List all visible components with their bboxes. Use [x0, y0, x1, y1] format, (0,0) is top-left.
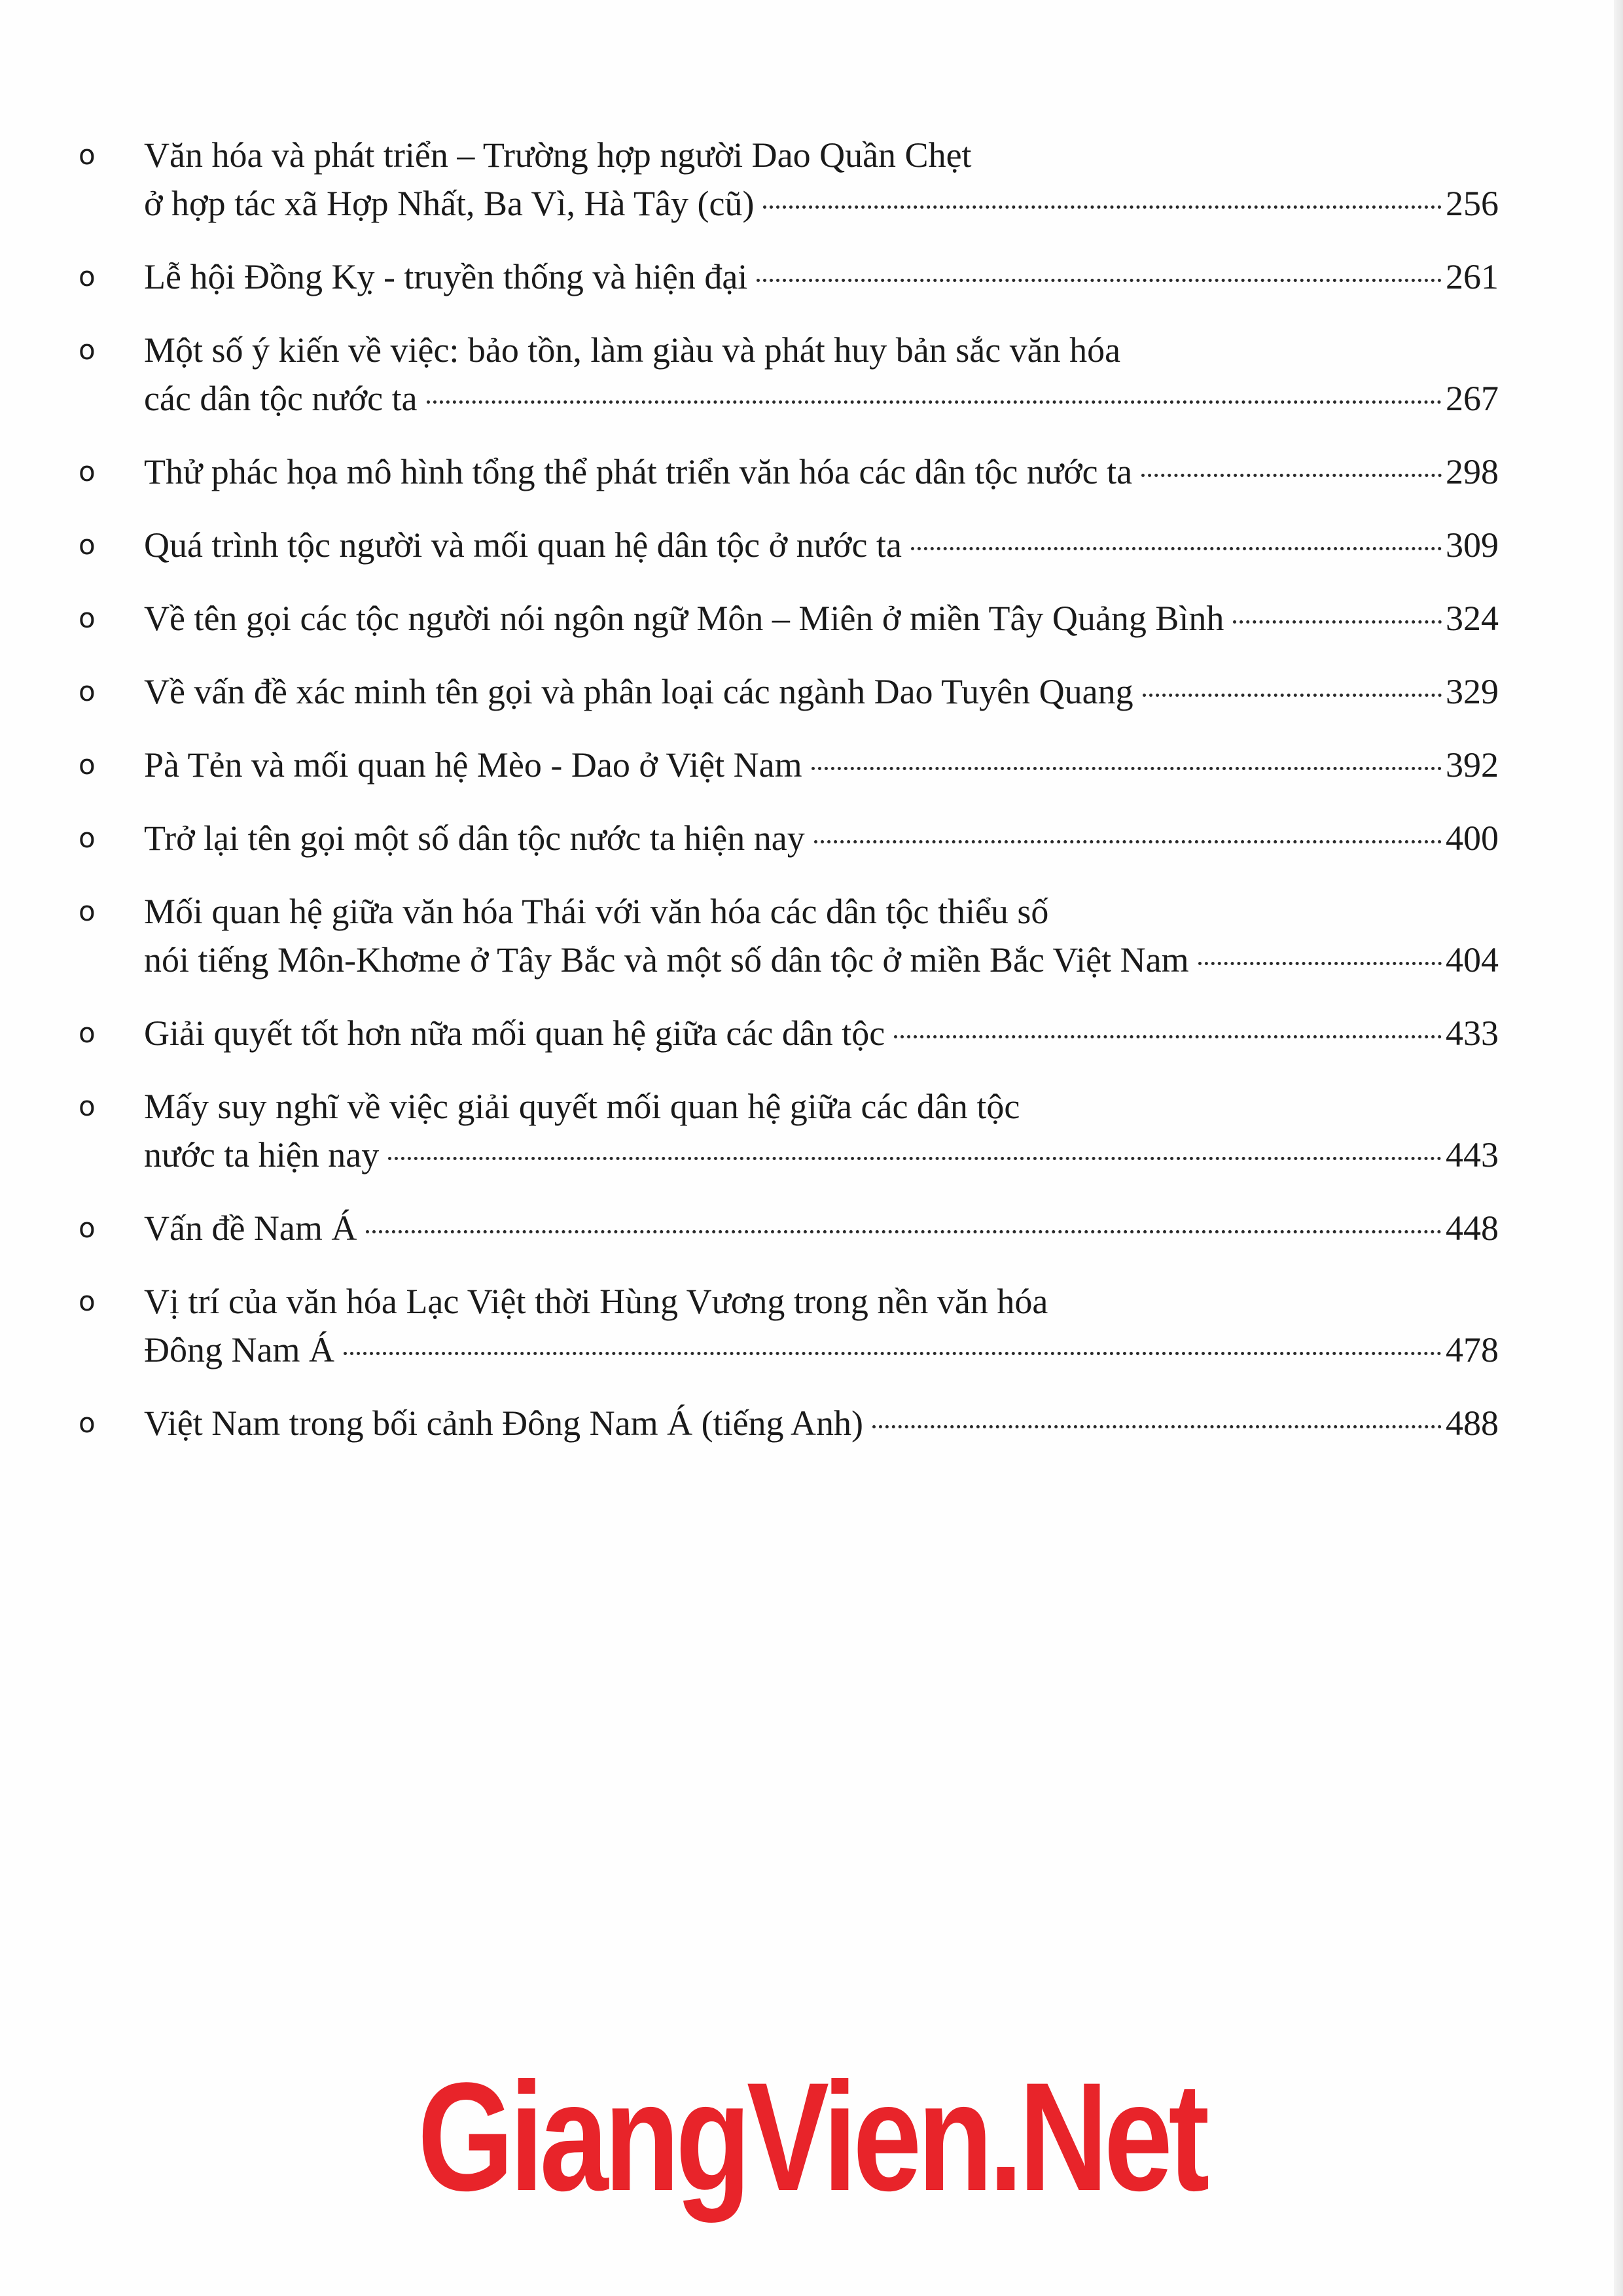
page-number: 478	[1446, 1330, 1499, 1369]
dot-leader	[814, 840, 1442, 843]
bullet-icon: o	[79, 749, 96, 781]
toc-entry-title-line: nói tiếng Môn-Khơme ở Tây Bắc và một số dân tộc ở miền Bắc Việt Nam	[144, 940, 1189, 980]
page-number: 400	[1446, 819, 1499, 858]
page-number: 256	[1446, 184, 1499, 223]
bullet-icon: o	[79, 139, 96, 171]
bullet-icon: o	[79, 1090, 96, 1122]
toc-entry-title-line: Vấn đề Nam Á	[144, 1209, 357, 1248]
table-of-contents	[79, 131, 1499, 1472]
toc-entry	[79, 253, 1499, 301]
toc-entry-title-line: các dân tộc nước ta	[144, 379, 418, 418]
bullet-icon: o	[79, 529, 96, 561]
toc-entry-title-line: Trở lại tên gọi một số dân tộc nước ta hiện nay	[144, 819, 805, 858]
dot-leader	[1198, 962, 1442, 965]
dot-leader	[894, 1035, 1442, 1038]
toc-entry-title-line: Quá trình tộc người và mối quan hệ dân tộc ở nước ta	[144, 525, 902, 565]
toc-entry	[79, 1204, 1499, 1252]
dot-leader	[427, 400, 1442, 404]
dot-leader	[757, 279, 1442, 282]
dot-leader	[812, 767, 1442, 770]
page-number: 324	[1446, 599, 1499, 638]
bullet-icon: o	[79, 1212, 96, 1244]
toc-entry-title-line: Pà Tẻn và mối quan hệ Mèo - Dao ở Việt Nam	[144, 745, 802, 785]
page-number: 329	[1446, 672, 1499, 711]
dot-leader	[763, 205, 1442, 209]
page-number: 404	[1446, 940, 1499, 980]
bullet-icon: o	[79, 895, 96, 927]
dot-leader	[911, 547, 1442, 550]
page-edge	[1614, 0, 1623, 2296]
toc-entry	[79, 1399, 1499, 1447]
bullet-icon: o	[79, 1407, 96, 1439]
toc-entry	[79, 814, 1499, 862]
bullet-icon: o	[79, 822, 96, 854]
dot-leader	[1141, 474, 1442, 477]
page-number: 392	[1446, 745, 1499, 785]
page-number: 433	[1446, 1014, 1499, 1053]
toc-entry	[79, 448, 1499, 496]
toc-entry	[79, 521, 1499, 569]
page-number: 443	[1446, 1135, 1499, 1174]
toc-entry	[79, 1277, 1499, 1374]
dot-leader	[388, 1157, 1442, 1160]
toc-entry	[79, 326, 1499, 423]
toc-entry	[79, 131, 1499, 228]
toc-entry-title-line: Lễ hội Đồng Kỵ - truyền thống và hiện đại	[144, 257, 748, 296]
toc-entry-title-line: Về tên gọi các tộc người nói ngôn ngữ Môn – Miên ở miền Tây Quảng Bình	[144, 599, 1224, 638]
bullet-icon: o	[79, 455, 96, 487]
toc-entry-title-line: Về vấn đề xác minh tên gọi và phân loại các ngành Dao Tuyên Quang	[144, 672, 1133, 711]
watermark-logo: GiangVien.Net	[418, 2051, 1205, 2223]
toc-entry	[79, 741, 1499, 789]
toc-entry	[79, 887, 1499, 984]
toc-entry	[79, 667, 1499, 716]
toc-entry-title-line: Văn hóa và phát triển – Trường hợp người Dao Quần Chẹt	[144, 135, 972, 175]
toc-entry-title-line: Mấy suy nghĩ về việc giải quyết mối quan hệ giữa các dân tộc	[144, 1087, 1020, 1126]
page-number: 309	[1446, 525, 1499, 565]
toc-entry-title-line: ở hợp tác xã Hợp Nhất, Ba Vì, Hà Tây (cũ)	[144, 184, 755, 223]
toc-entry-title-line: Việt Nam trong bối cảnh Đông Nam Á (tiếng Anh)	[144, 1404, 864, 1443]
toc-entry-title-line: Thử phác họa mô hình tổng thể phát triển văn hóa các dân tộc nước ta	[144, 452, 1133, 491]
dot-leader	[366, 1230, 1442, 1233]
toc-entry-title-line: Vị trí của văn hóa Lạc Việt thời Hùng Vương trong nền văn hóa	[144, 1282, 1048, 1321]
toc-entry-title-line: Đông Nam Á	[144, 1330, 334, 1369]
toc-entry-title-line: nước ta hiện nay	[144, 1135, 380, 1174]
toc-entry	[79, 1009, 1499, 1057]
page-number: 298	[1446, 452, 1499, 491]
dot-leader	[344, 1352, 1442, 1355]
toc-entry	[79, 1082, 1499, 1179]
dot-leader	[872, 1425, 1442, 1428]
page-number: 448	[1446, 1209, 1499, 1248]
toc-entry-title-line: Mối quan hệ giữa văn hóa Thái với văn hóa các dân tộc thiểu số	[144, 892, 1049, 931]
toc-entry-title-line: Giải quyết tốt hơn nữa mối quan hệ giữa các dân tộc	[144, 1014, 885, 1053]
page-number: 267	[1446, 379, 1499, 418]
dot-leader	[1233, 620, 1442, 624]
bullet-icon: o	[79, 1285, 96, 1317]
dot-leader	[1143, 694, 1442, 697]
page-number: 261	[1446, 257, 1499, 296]
bullet-icon: o	[79, 1017, 96, 1049]
toc-entry-title-line: Một số ý kiến về việc: bảo tồn, làm giàu và phát huy bản sắc văn hóa	[144, 330, 1121, 370]
bullet-icon: o	[79, 675, 96, 707]
bullet-icon: o	[79, 602, 96, 634]
bullet-icon: o	[79, 334, 96, 366]
bullet-icon: o	[79, 260, 96, 292]
page-number: 488	[1446, 1404, 1499, 1443]
toc-entry	[79, 594, 1499, 643]
